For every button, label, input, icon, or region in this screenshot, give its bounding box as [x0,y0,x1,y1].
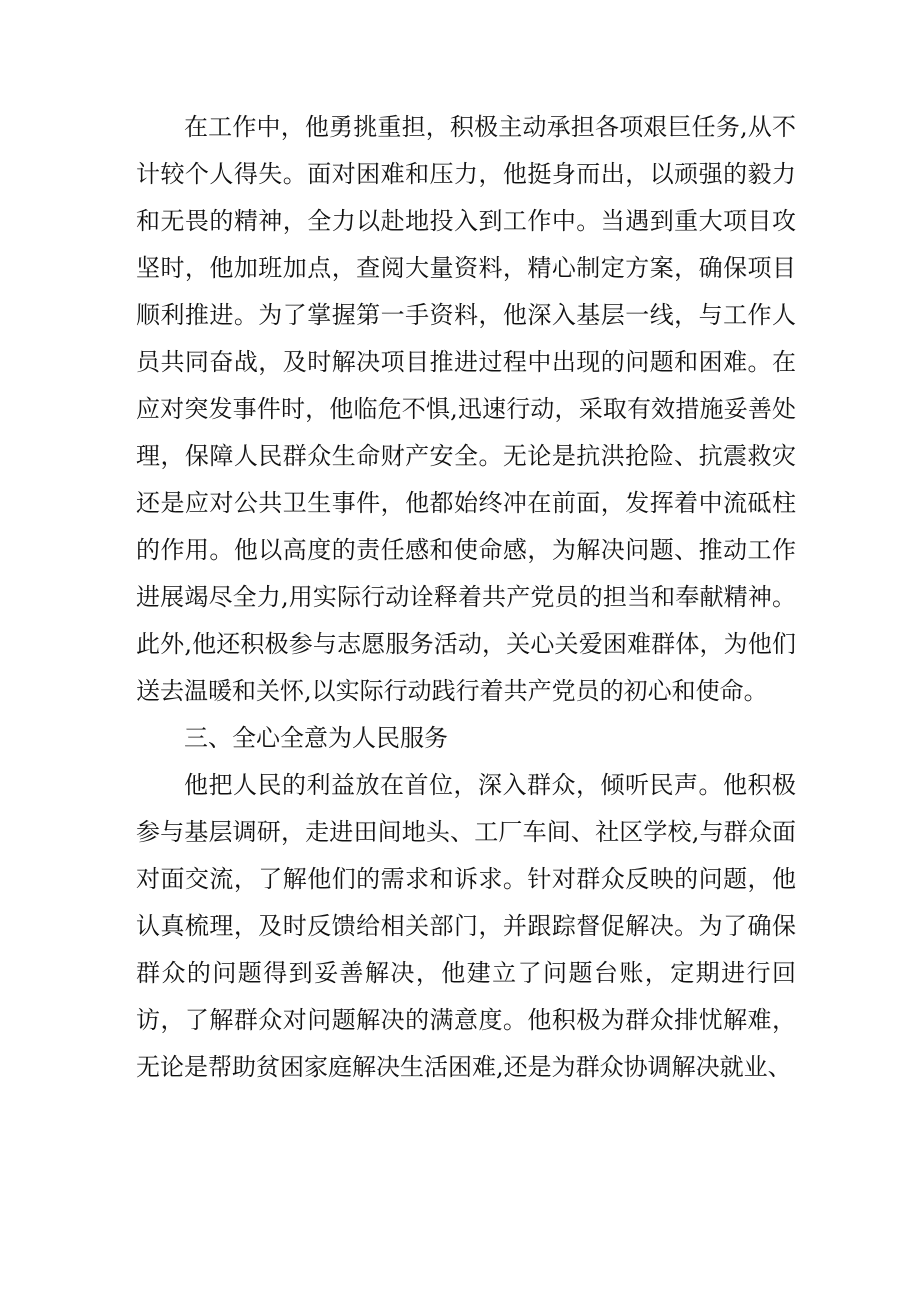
paragraph-work-responsibility: 在工作中，他勇挑重担，积极主动承担各项艰巨任务,从不计较个人得失。面对困难和压力，他挺身而出，以顽强的毅力和无畏的精神，全力以赴地投入到工作中。当遇到重大项目攻坚时，他加班加点，查阅大量资料，精心制定方案，确保项目顺利推进。为了掌握第一手资料，他深入基层一线，与工作人员共同奋战，及时解决项目推进过程中出现的问题和困难。在应对突发事件时，他临危不惧,迅速行动，采取有效措施妥善处理，保障人民群众生命财产安全。无论是抗洪抢险、抗震救灾还是应对公共卫生事件，他都始终冲在前面，发挥着中流砥柱的作用。他以高度的责任感和使命感，为解决问题、推动工作进展竭尽全力,用实际行动诠释着共产党员的担当和奉献精神。此外,他还积极参与志愿服务活动，关心关爱困难群体，为他们送去温暖和关怀,以实际行动践行着共产党员的初心和使命。 [136,113,796,705]
paragraph-serve-people: 他把人民的利益放在首位，深入群众，倾听民声。他积极参与基层调研，走进田间地头、工厂车间、社区学校,与群众面对面交流，了解他们的需求和诉求。针对群众反映的问题，他认真梳理，及时反馈给相关部门，并跟踪督促解决。为了确保群众的问题得到妥善解决，他建立了问题台账，定期进行回访，了解群众对问题解决的满意度。他积极为群众排忧解难，无论是帮助贫困家庭解决生活困难,还是为群众协调解决就业、 [136,771,796,1081]
document-page [136,104,796,1091]
section-heading: 三、全心全意为人民服务 [184,724,448,752]
